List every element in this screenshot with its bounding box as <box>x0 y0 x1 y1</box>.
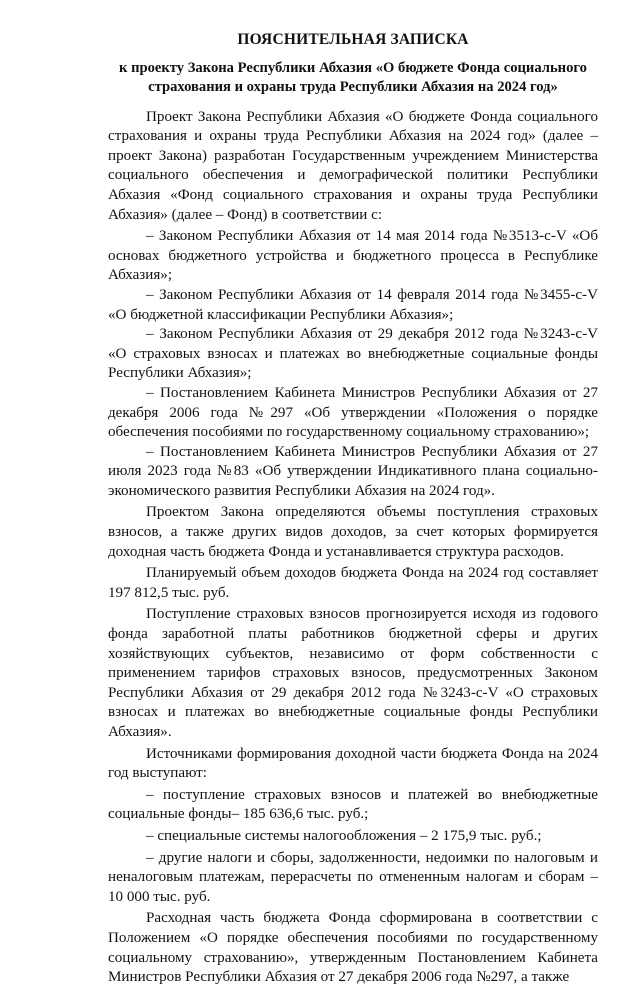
list-item-law-budget-process: – Законом Республики Абхазия от 14 мая 2014 года №3513-с-V «Об основах бюджетного устройства и бюджетного процесса в Республике Абхазия»; <box>108 228 598 284</box>
paragraph-scope: Проектом Закона определяются объемы поступления страховых взносов, а также других видов доходов, за счет которых формируется доходная часть бюджета Фонда и устанавливается структура расходов. <box>108 504 598 560</box>
list-item-law-insurance-contributions: – Законом Республики Абхазия от 29 декабря 2012 года №3243-с-V «О страховых взносах и платежах во внебюджетные социальные фонды Республики Абхазия»; <box>108 326 598 382</box>
list-item-law-budget-classification: – Законом Республики Абхазия от 14 февраля 2014 года №3455-с-V «О бюджетной классификации Республики Абхазия»; <box>108 286 598 323</box>
list-item-resolution-297: – Постановлением Кабинета Министров Республики Абхазия от 27 декабря 2006 года №297 «Об утверждении «Положения о порядке обеспечения пособиями по государственному социальному страхованию»; <box>108 384 598 441</box>
document-title: ПОЯСНИТЕЛЬНАЯ ЗАПИСКА <box>237 31 469 48</box>
paragraph-planned-income: Планируемый объем доходов бюджета Фонда на 2024 год составляет 197 812,5 тыс. руб. <box>108 565 598 601</box>
paragraph-contributions-forecast: Поступление страховых взносов прогнозируется исходя из годового фонда заработной платы работников бюджетной сферы и других хозяйствующих субъектов, независимо от форм собственности с применением тарифов страховых взносов, предусмотренных Законом Республики Абхазия от 29 декабря 2012 года №3243-с-V «О страховых взносах и платежах во внебюджетные социальные фонды Республики Абхазия». <box>108 606 598 740</box>
paragraph-expenditure: Расходная часть бюджета Фонда сформирована в соответствии с Положением «О порядке обеспечения пособиями по государственному социальному страхованию», утвержденным Постановлением Кабинета Министров Республики Абхазия от 27 декабря 2006 года №297, а также <box>108 910 598 986</box>
paragraph-intro: Проект Закона Республики Абхазия «О бюджете Фонда социального страхования и охраны труда Республики Абхазия на 2024 год» (далее – проект Закона) разработан Государственным учреждением Министерства социального обеспечения и демографической политики Республики Абхазия «Фонд социального страхования и охраны труда Республики Абхазия» (далее – Фонд) в соответствии с: <box>108 108 598 223</box>
list-item-source-contributions: – поступление страховых взносов и платежей во внебюджетные социальные фонды– 185 636,6 тыс. руб.; <box>108 786 598 823</box>
list-item-source-other-taxes: – другие налоги и сборы, задолженности, недоимки по налоговым и неналоговым платежам, перерасчеты по отмененным налогам и сборам – 10 000 тыс. руб. <box>108 849 598 905</box>
document-subtitle: к проекту Закона Республики Абхазия «О бюджете Фонда социального страхования и охраны труда Республики Абхазия на 2024 год» <box>119 59 587 95</box>
list-item-source-special-tax: – специальные системы налогообложения – 2 175,9 тыс. руб.; <box>146 827 542 844</box>
list-item-resolution-83: – Постановлением Кабинета Министров Республики Абхазия от 27 июля 2023 года №83 «Об утверждении Индикативного плана социально-экономического развития Республики Абхазия на 2024 год». <box>108 443 598 499</box>
paragraph-income-sources: Источниками формирования доходной части бюджета Фонда на 2024 год выступают: <box>108 745 598 782</box>
